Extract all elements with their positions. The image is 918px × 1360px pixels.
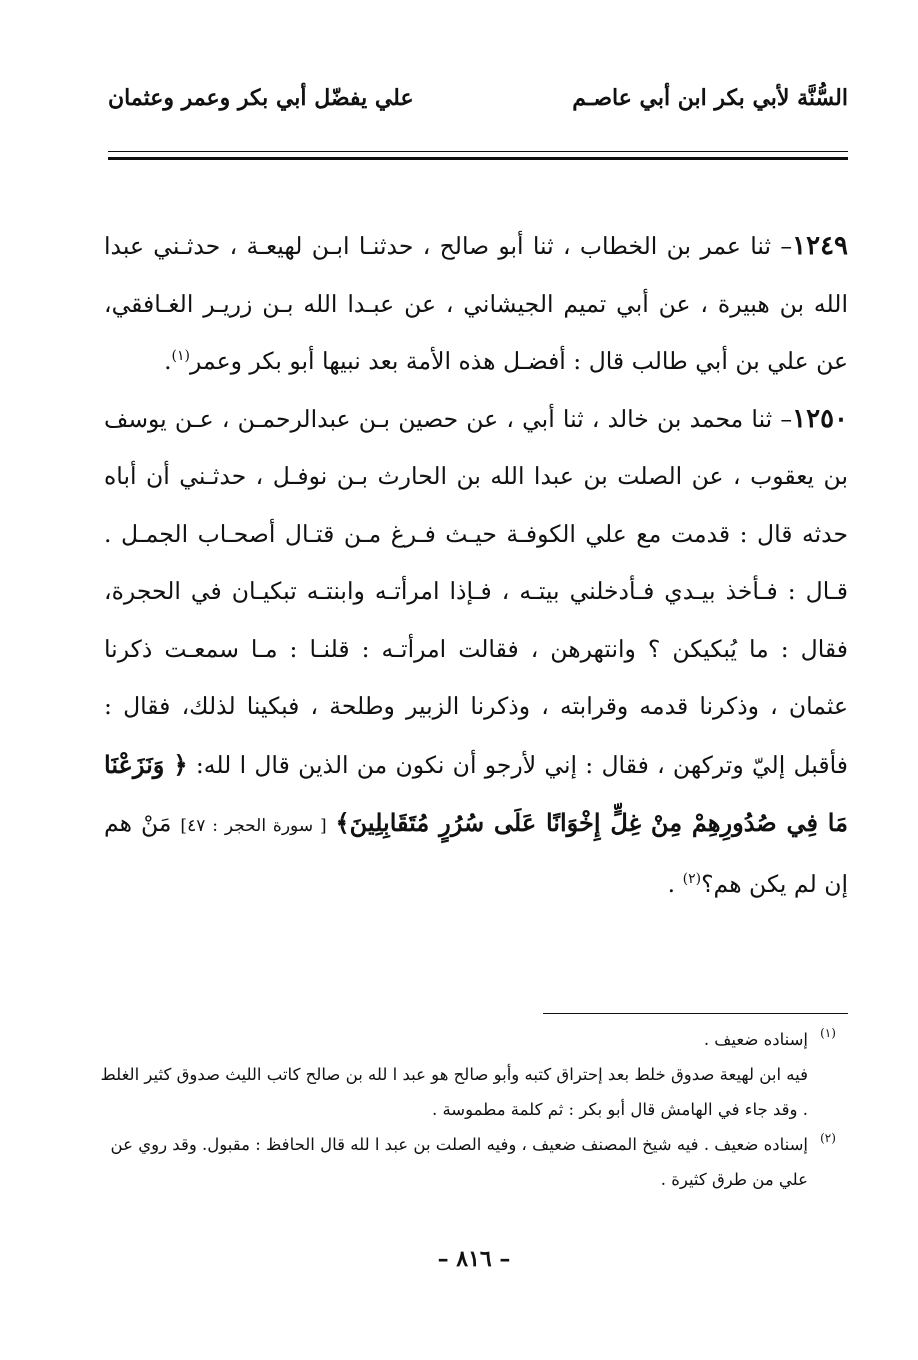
page-number: – ٨١٦ – xyxy=(437,1246,511,1272)
chapter-title: علي يفضّل أبي بكر وعمر وعثمان xyxy=(108,85,414,111)
quran-reference: [ سورة الحجر : ٤٧] xyxy=(180,816,327,836)
hadith-text: – ثنا محمد بن خالد ، ثنا أبي ، عن حصين بـن عبدالرحمـن ، عـن يوسف بن يعقوب ، عن الصلت بن عبدا الله بن الحارث بـن نوفـل ، حدثـني أن أباه حدثه قال : قدمت مع علي الكوفـة حيـث فـرغ مـن قتـال أصحـاب الجمـل . قـال : فـأخذ بيـدي فـأدخلني بيتـه ، فـإذا امرأتـه وابنتـه تبكيـان في الحجرة، فقال : ما يُبكيكن ؟ وانتهرهن ، فقالت امرأتـه : قلنـا : مـا سمعـت ذكرنا عثمان ، وذكرنا قدمه وقرابته ، وذكرنا الزبير وطلحة ، فبكينا لذلك، فقال : فأقبل إليّ وتركهن ، فقال : إني لأرجو أن نكون من الذين قال ا لله: xyxy=(104,404,848,779)
footnote-ref: (٢) xyxy=(682,870,702,887)
footnote-rule xyxy=(543,1013,848,1014)
footnote-mark: (١) xyxy=(820,1026,836,1040)
footnote-line: فيه ابن لهيعة صدوق خلط بعد إحتراق كتبه وأبو صالح هو عبد ا لله بن صالح كاتب الليث صدوق كثير الغلط . وقد جاء في الهامش قال أبو بكر : ثم كلمة مطموسة . xyxy=(100,1065,808,1119)
hadith-text: – ثنا عمر بن الخطاب ، ثنا أبو صالح ، حدثنـا ابـن لهيعـة ، حدثـني عبدا الله بن هبيرة ، عن أبي تميم الجيشاني ، عن عبـدا الله بـن زريـر الغـافقي، عن علي بن أبي طالب قال : أفضـل هذه الأمة بعد نبيها أبو بكر وعمر xyxy=(104,232,848,375)
footnote-1 xyxy=(100,1022,848,1127)
footnotes xyxy=(100,1022,848,1197)
hadith-number: ١٢٥٠ xyxy=(792,403,848,434)
hadith-1250 xyxy=(104,391,848,914)
footnote-2 xyxy=(100,1127,848,1197)
running-header xyxy=(108,78,848,118)
sentence-end: . xyxy=(667,869,676,898)
hadith-1249 xyxy=(104,218,848,391)
footnote-mark: (٢) xyxy=(820,1131,836,1145)
header-rule-thick xyxy=(108,157,848,160)
footnote-ref: (١) xyxy=(171,348,191,365)
footnote-line: إسناده ضعيف . فيه شيخ المصنف ضعيف ، وفيه الصلت بن عبد ا لله قال الحافظ : مقبول. وقد روي عن علي من طرق كثيرة . xyxy=(110,1135,808,1189)
hadith-text-end: مَنْ هم إن لم يكن هم؟ xyxy=(104,809,848,898)
main-text xyxy=(104,218,848,913)
sentence-end: . xyxy=(164,347,172,375)
book-title: السُّنَّة لأبي بكر ابن أبي عاصـم xyxy=(572,85,848,111)
footnote-line: إسناده ضعيف . xyxy=(703,1030,808,1049)
quran-verse: ﴿ وَنَزَعْنَا مَا فِي صُدُورِهِمْ مِنْ غِلٍّ إِخْوَانًا عَلَى سُرُرٍ مُتَقَابِلِينَ﴾ xyxy=(104,749,848,837)
header-rule-thin xyxy=(108,151,848,152)
hadith-number: ١٢٤٩ xyxy=(792,231,848,261)
